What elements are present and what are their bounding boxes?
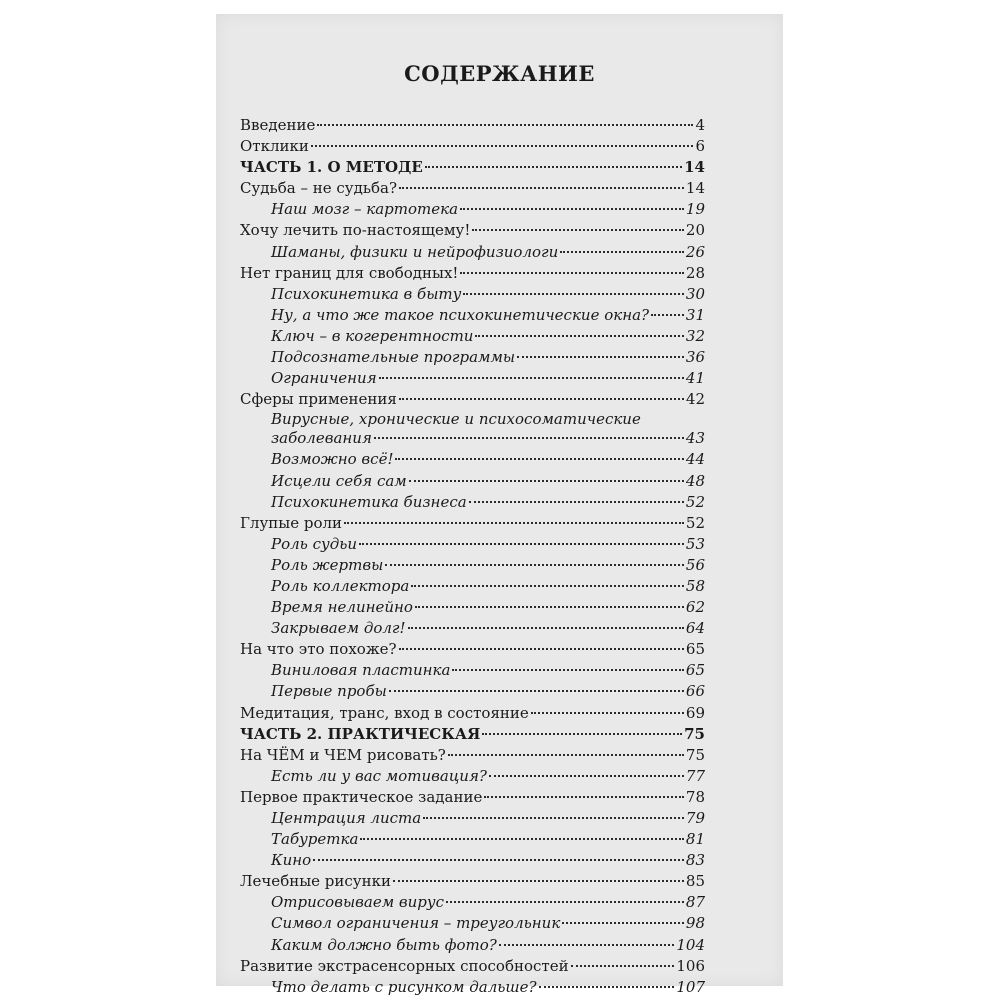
dot-leader — [484, 796, 684, 798]
toc-entry[interactable] — [240, 428, 705, 449]
toc-entry-page-number: 31 — [685, 305, 705, 324]
toc-entry-label: Вирусные, хронические и психосоматические — [271, 410, 641, 429]
dot-leader — [425, 166, 682, 168]
page-title: СОДЕРЖАНИЕ — [404, 61, 595, 86]
toc-entry[interactable] — [240, 326, 705, 347]
toc-entry-label: Отрисовываем вирус — [271, 893, 445, 912]
toc-entry-page-number: 36 — [685, 348, 705, 367]
toc-entry-page-number: 69 — [685, 703, 705, 722]
dot-leader — [423, 817, 684, 819]
toc-entry[interactable] — [240, 660, 705, 681]
toc-entry-page-number: 52 — [685, 513, 705, 532]
toc-entry-label: Лечебные рисунки — [240, 872, 391, 891]
dot-leader — [571, 965, 675, 967]
toc-entry-label: Табуретка — [271, 830, 359, 849]
toc-entry[interactable] — [240, 850, 705, 871]
toc-entry-label: Время нелинейно — [271, 598, 413, 617]
toc-entry-page-number: 6 — [695, 137, 705, 156]
toc-entry[interactable] — [240, 305, 705, 326]
toc-entry[interactable] — [240, 115, 705, 136]
dot-leader — [359, 543, 684, 545]
dot-leader — [313, 859, 684, 861]
toc-entry-label: Виниловая пластинка — [271, 661, 451, 680]
toc-entry-label: ЧАСТЬ 2. ПРАКТИЧЕСКАЯ — [240, 724, 481, 743]
toc-entry-page-number: 56 — [685, 555, 705, 574]
toc-entry-page-number: 32 — [685, 326, 705, 345]
toc-entry-label: Символ ограничения – треугольник — [271, 914, 561, 933]
dot-leader — [460, 272, 683, 274]
toc-entry-label: Хочу лечить по-настоящему! — [240, 221, 471, 240]
toc-entry-page-number: 81 — [685, 830, 705, 849]
toc-entry[interactable] — [240, 449, 705, 470]
toc-entry[interactable] — [240, 681, 705, 702]
toc-entry[interactable] — [240, 892, 705, 913]
toc-entry-page-number: 28 — [685, 263, 705, 282]
toc-entry-label: Первые пробы — [271, 682, 387, 701]
dot-leader — [393, 880, 684, 882]
toc-entry-label: Ключ – в когерентности — [271, 326, 474, 345]
toc-entry-label: Судьба – не судьба? — [240, 179, 398, 198]
toc-entry-page-number: 53 — [685, 534, 705, 553]
toc-entry-page-number: 44 — [685, 450, 705, 469]
toc-entry-page-number: 30 — [685, 284, 705, 303]
toc-entry[interactable] — [240, 618, 705, 639]
toc-entry-page-number: 85 — [685, 872, 705, 891]
toc-entry-page-number: 77 — [685, 766, 705, 785]
toc-entry-label: Введение — [240, 116, 316, 134]
dot-leader — [562, 922, 684, 924]
toc-entry-page-number: 19 — [685, 200, 705, 219]
toc-entry-page-number: 75 — [684, 724, 705, 743]
dot-leader — [539, 986, 675, 988]
toc-entry[interactable] — [240, 977, 705, 998]
dot-leader — [360, 838, 683, 840]
toc-entry-label: Психокинетика бизнеса — [271, 492, 467, 511]
toc-entry-page-number: 104 — [676, 935, 705, 954]
toc-entry-page-number: 78 — [685, 787, 705, 806]
dot-leader — [469, 501, 684, 503]
toc-entry-label: Медитация, транс, вход в состояние — [240, 703, 529, 722]
toc-entry-label: Шаманы, физики и нейрофизиологи — [271, 242, 559, 261]
toc-entry-label: Развитие экстрасенсорных способностей — [240, 956, 569, 975]
dot-leader — [399, 187, 684, 189]
toc-entry-label: Роль коллектора — [271, 576, 410, 595]
toc-entry[interactable] — [240, 829, 705, 850]
toc-entry-label: Нет границ для свободных! — [240, 263, 459, 282]
dot-leader — [399, 648, 684, 650]
dot-leader — [452, 669, 684, 671]
dot-leader — [395, 458, 683, 460]
toc-entry[interactable] — [240, 263, 705, 284]
toc-entry[interactable] — [240, 808, 705, 829]
toc-entry-label: Что делать с рисунком дальше? — [271, 977, 537, 996]
toc-entry-page-number: 14 — [684, 158, 705, 177]
book-page — [216, 14, 783, 996]
toc-entry-label: Сферы применения — [240, 390, 397, 409]
toc-entry-label: Ну, а что же такое психокинетические окна? — [271, 305, 650, 324]
toc-entry[interactable] — [240, 871, 705, 892]
toc-entry-page-number: 75 — [685, 745, 705, 764]
toc-entry-label: ЧАСТЬ 1. О МЕТОДЕ — [240, 158, 423, 177]
toc-entry-page-number: 83 — [685, 851, 705, 870]
dot-leader — [399, 398, 684, 400]
toc-entry-page-number: 4 — [695, 116, 705, 134]
toc-entry-label: Роль жертвы — [271, 555, 384, 574]
toc-entry[interactable] — [240, 597, 705, 618]
toc-entry-label: Психокинетика в быту — [271, 284, 462, 303]
toc-entry[interactable] — [240, 492, 705, 513]
toc-entry-page-number: 41 — [685, 369, 705, 388]
dot-leader — [499, 944, 675, 946]
toc-entry[interactable] — [240, 199, 705, 220]
dot-leader — [311, 145, 694, 147]
dot-leader — [651, 314, 684, 316]
toc-entry[interactable] — [240, 766, 705, 787]
toc-entry-label: Центрация листа — [271, 809, 422, 827]
toc-entry[interactable] — [240, 724, 705, 745]
toc-entry-label: Исцели себя сам — [271, 471, 407, 490]
toc-entry[interactable] — [240, 534, 705, 555]
toc-entry-page-number: 87 — [685, 893, 705, 912]
toc-entry-label: Возможно всё! — [271, 450, 394, 469]
dot-leader — [475, 335, 683, 337]
toc-entry-label: заболевания — [271, 429, 372, 448]
dot-leader — [408, 627, 684, 629]
toc-entry[interactable] — [240, 745, 705, 766]
dot-leader — [411, 585, 684, 587]
toc-entry-page-number: 98 — [685, 914, 705, 933]
toc-entry-page-number: 65 — [685, 640, 705, 659]
table-of-contents — [240, 115, 705, 998]
toc-entry[interactable] — [240, 389, 705, 410]
toc-entry[interactable] — [240, 242, 705, 263]
dot-leader — [446, 901, 684, 903]
toc-entry-page-number: 43 — [685, 429, 705, 448]
toc-entry[interactable] — [240, 471, 705, 492]
toc-entry-page-number: 66 — [685, 682, 705, 701]
toc-entry[interactable] — [240, 555, 705, 576]
toc-entry-label: На что это похоже? — [240, 640, 397, 659]
toc-entry[interactable] — [240, 284, 705, 305]
dot-leader — [472, 229, 684, 231]
dot-leader — [389, 690, 684, 692]
toc-entry[interactable] — [240, 410, 705, 428]
toc-entry-page-number: 58 — [685, 576, 705, 595]
dot-leader — [517, 356, 684, 358]
toc-entry[interactable] — [240, 368, 705, 389]
toc-entry[interactable] — [240, 136, 705, 157]
toc-entry-page-number: 107 — [676, 977, 705, 996]
toc-entry-page-number: 14 — [685, 179, 705, 198]
dot-leader — [531, 712, 684, 714]
dot-leader — [409, 480, 684, 482]
toc-entry-label: Подсознательные программы — [271, 348, 516, 367]
toc-entry-label: Наш мозг – картотека — [271, 200, 459, 219]
toc-entry[interactable] — [240, 703, 705, 724]
toc-entry[interactable] — [240, 576, 705, 597]
toc-entry[interactable] — [240, 513, 705, 534]
dot-leader — [489, 775, 684, 777]
toc-entry[interactable] — [240, 956, 705, 977]
toc-entry-label: Каким должно быть фото? — [271, 935, 497, 954]
toc-entry-page-number: 64 — [685, 619, 705, 638]
toc-entry-label: Кино — [271, 851, 312, 870]
dot-leader — [344, 522, 684, 524]
toc-entry-page-number: 26 — [685, 242, 705, 261]
toc-entry-label: Есть ли у вас мотивация? — [271, 766, 487, 785]
toc-entry[interactable] — [240, 787, 705, 808]
toc-entry-label: Глупые роли — [240, 513, 343, 532]
toc-entry-page-number: 20 — [685, 221, 705, 240]
dot-leader — [385, 564, 684, 566]
toc-entry-page-number: 48 — [685, 471, 705, 490]
dot-leader — [560, 251, 684, 253]
dot-leader — [482, 733, 682, 735]
toc-entry-label: На ЧЁМ и ЧЕМ рисовать? — [240, 745, 446, 764]
toc-entry-page-number: 42 — [685, 390, 705, 409]
toc-entry-label: Роль судьи — [271, 534, 358, 553]
toc-entry-page-number: 62 — [685, 598, 705, 617]
toc-entry[interactable] — [240, 178, 705, 199]
toc-entry-page-number: 52 — [685, 492, 705, 511]
toc-entry-page-number: 106 — [676, 956, 705, 975]
toc-entry[interactable] — [240, 347, 705, 368]
dot-leader — [317, 124, 693, 126]
dot-leader — [374, 437, 684, 439]
toc-entry-label: Ограничения — [271, 369, 377, 388]
dot-leader — [379, 377, 684, 379]
toc-entry[interactable] — [240, 220, 705, 241]
toc-entry-page-number: 65 — [685, 661, 705, 680]
toc-entry-label: Первое практическое задание — [240, 787, 483, 806]
dot-leader — [463, 293, 684, 295]
toc-entry[interactable] — [240, 935, 705, 956]
toc-entry[interactable] — [240, 639, 705, 660]
dot-leader — [415, 606, 684, 608]
toc-entry[interactable] — [240, 913, 705, 934]
toc-entry-label: Отклики — [240, 137, 309, 156]
toc-entry[interactable] — [240, 157, 705, 178]
dot-leader — [460, 208, 684, 210]
toc-entry-label: Закрываем долг! — [271, 619, 406, 638]
toc-entry-page-number: 79 — [685, 809, 705, 827]
dot-leader — [448, 754, 684, 756]
